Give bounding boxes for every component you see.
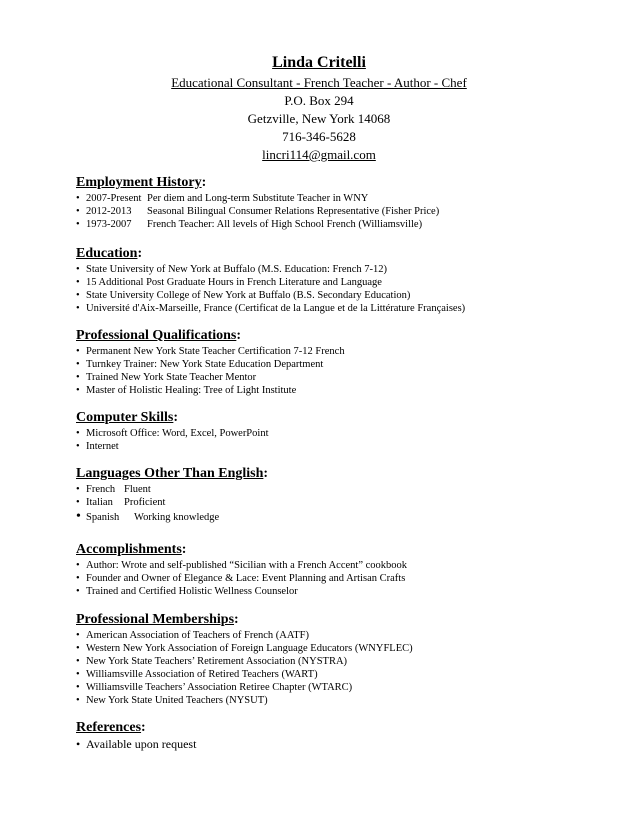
languages-heading: Languages Other Than English:: [76, 466, 269, 481]
language-item: • Spanish Working knowledge: [76, 509, 220, 524]
membership-item: • New York State Teachers’ Retirement Association (NYSTRA): [76, 656, 348, 667]
education-item: • 15 Additional Post Graduate Hours in French Literature and Language: [76, 277, 382, 288]
candidate-name: Linda Critelli: [272, 54, 366, 71]
language-item: • Italian Proficient: [76, 497, 166, 508]
employment-item: • 2012-2013 Seasonal Bilingual Consumer Relations Representative (Fisher Price): [76, 206, 440, 217]
membership-item: • New York State United Teachers (NYSUT): [76, 695, 268, 706]
education-item: • State University College of New York at Buffalo (B.S. Secondary Education): [76, 290, 411, 301]
qualification-item: • Permanent New York State Teacher Certification 7-12 French: [76, 346, 345, 357]
computer-skills-heading: Computer Skills:: [76, 410, 179, 425]
memberships-section: [76, 611, 596, 707]
references-heading: References:: [76, 720, 146, 735]
employment-item: • 1973-2007 French Teacher: All levels of High School French (Williamsville): [76, 219, 423, 230]
membership-item: • Williamsville Association of Retired Teachers (WART): [76, 669, 318, 680]
qualification-item: • Trained New York State Teacher Mentor: [76, 372, 257, 383]
address-line-1: P.O. Box 294: [284, 93, 354, 108]
qualification-item: • Master of Holistic Healing: Tree of Light Institute: [76, 385, 297, 396]
employment-heading: Employment History:: [76, 175, 207, 190]
education-item: • State University of New York at Buffalo (M.S. Education: French 7-12): [76, 264, 388, 275]
references-section: [76, 719, 596, 752]
language-item: • French Fluent: [76, 484, 151, 495]
address-line-2: Getzville, New York 14068: [247, 111, 391, 126]
accomplishment-item: • Trained and Certified Holistic Wellness Counselor: [76, 586, 298, 597]
employment-section: [76, 174, 596, 231]
accomplishment-item: • Founder and Owner of Elegance & Lace: Event Planning and Artisan Crafts: [76, 573, 406, 584]
languages-section: [76, 465, 596, 526]
membership-item: • American Association of Teachers of French (AATF): [76, 630, 310, 641]
computer-skill-item: • Internet: [76, 441, 119, 452]
phone-number: 716-346-5628: [282, 129, 356, 144]
accomplishments-heading: Accomplishments:: [76, 542, 187, 557]
qualifications-heading: Professional Qualifications:: [76, 328, 242, 343]
reference-item: • Available upon request: [76, 737, 197, 751]
resume-header: [0, 52, 638, 164]
membership-item: • Western New York Association of Foreign Language Educators (WNYFLEC): [76, 643, 413, 654]
memberships-heading: Professional Memberships:: [76, 612, 239, 627]
candidate-tagline: Educational Consultant - French Teacher - Author - Chef: [171, 75, 467, 90]
qualification-item: • Turnkey Trainer: New York State Education Department: [76, 359, 324, 370]
accomplishment-item: • Author: Wrote and self-published “Sicilian with a French Accent” cookbook: [76, 560, 408, 571]
education-item: • Université d'Aix-Marseille, France (Certificat de la Langue et de la Littérature Françaises): [76, 303, 466, 314]
employment-item: • 2007-Present Per diem and Long-term Substitute Teacher in WNY: [76, 193, 369, 204]
computer-skills-section: [76, 409, 596, 453]
qualifications-section: [76, 327, 596, 397]
computer-skill-item: • Microsoft Office: Word, Excel, PowerPoint: [76, 428, 269, 439]
accomplishments-section: [76, 541, 596, 598]
membership-item: • Williamsville Teachers’ Association Retiree Chapter (WTARC): [76, 682, 353, 693]
education-heading: Education:: [76, 246, 143, 261]
email-address: lincri114@gmail.com: [262, 147, 376, 162]
education-section: [76, 245, 596, 315]
